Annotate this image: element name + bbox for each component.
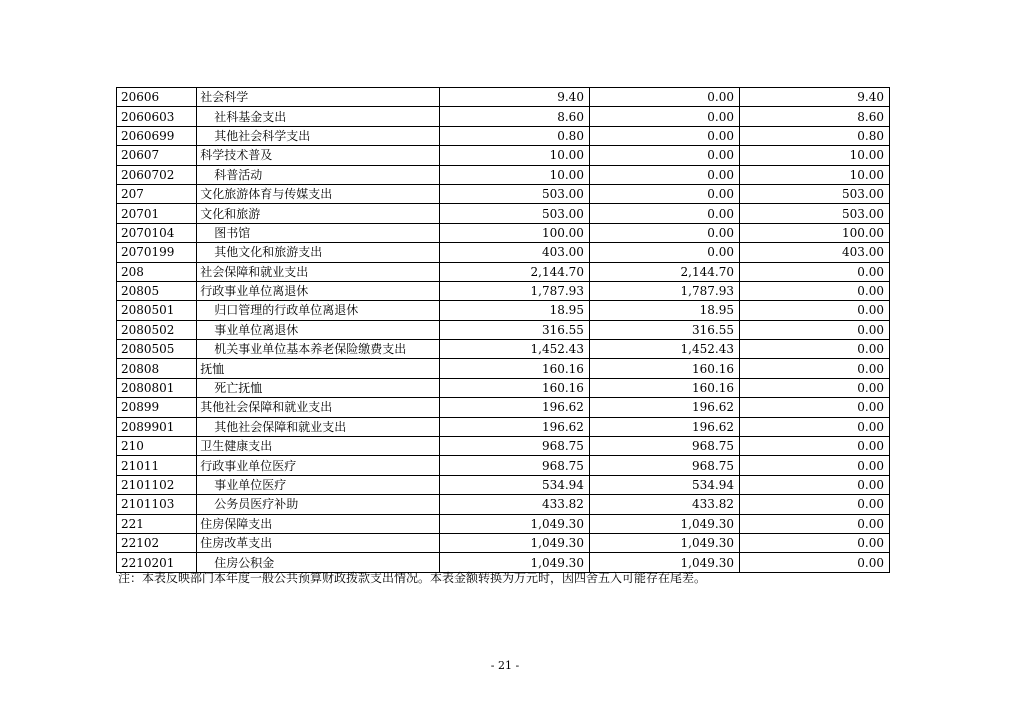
total-amount-cell: 534.94 bbox=[439, 475, 589, 494]
subject-name-cell: 社会保障和就业支出 bbox=[197, 262, 440, 281]
project-expenditure-cell: 0.00 bbox=[739, 475, 889, 494]
subject-code-cell: 2060702 bbox=[117, 165, 197, 184]
subject-code-cell: 2210201 bbox=[117, 553, 197, 572]
total-amount-cell: 433.82 bbox=[439, 495, 589, 514]
subject-name-cell: 住房改革支出 bbox=[197, 533, 440, 552]
subject-code-cell: 2080505 bbox=[117, 340, 197, 359]
total-amount-cell: 1,049.30 bbox=[439, 514, 589, 533]
subject-name-cell: 其他社会保障和就业支出 bbox=[197, 398, 440, 417]
table-row bbox=[117, 340, 890, 359]
subject-code-cell: 20899 bbox=[117, 398, 197, 417]
table-row bbox=[117, 184, 890, 203]
table-row bbox=[117, 475, 890, 494]
project-expenditure-cell: 0.00 bbox=[739, 437, 889, 456]
project-expenditure-cell: 0.00 bbox=[739, 417, 889, 436]
basic-expenditure-cell: 0.00 bbox=[589, 146, 739, 165]
basic-expenditure-cell: 534.94 bbox=[589, 475, 739, 494]
project-expenditure-cell: 10.00 bbox=[739, 165, 889, 184]
total-amount-cell: 160.16 bbox=[439, 378, 589, 397]
subject-code-cell: 20607 bbox=[117, 146, 197, 165]
subject-name-cell: 社科基金支出 bbox=[197, 107, 440, 126]
table-row bbox=[117, 495, 890, 514]
project-expenditure-cell: 0.00 bbox=[739, 301, 889, 320]
project-expenditure-cell: 0.00 bbox=[739, 320, 889, 339]
table-row bbox=[117, 281, 890, 300]
table-row bbox=[117, 88, 890, 107]
subject-code-cell: 20805 bbox=[117, 281, 197, 300]
basic-expenditure-cell: 1,787.93 bbox=[589, 281, 739, 300]
total-amount-cell: 968.75 bbox=[439, 437, 589, 456]
subject-name-cell: 机关事业单位基本养老保险缴费支出 bbox=[197, 340, 440, 359]
project-expenditure-cell: 0.00 bbox=[739, 553, 889, 572]
project-expenditure-cell: 503.00 bbox=[739, 184, 889, 203]
subject-name-cell: 图书馆 bbox=[197, 223, 440, 242]
subject-name-cell: 文化旅游体育与传媒支出 bbox=[197, 184, 440, 203]
total-amount-cell: 0.80 bbox=[439, 126, 589, 145]
table-row bbox=[117, 165, 890, 184]
budget-table bbox=[116, 87, 890, 573]
subject-name-cell: 社会科学 bbox=[197, 88, 440, 107]
basic-expenditure-cell: 1,452.43 bbox=[589, 340, 739, 359]
total-amount-cell: 196.62 bbox=[439, 417, 589, 436]
subject-name-cell: 文化和旅游 bbox=[197, 204, 440, 223]
project-expenditure-cell: 10.00 bbox=[739, 146, 889, 165]
subject-name-cell: 卫生健康支出 bbox=[197, 437, 440, 456]
table-body bbox=[117, 88, 890, 573]
subject-code-cell: 20701 bbox=[117, 204, 197, 223]
subject-name-cell: 公务员医疗补助 bbox=[197, 495, 440, 514]
table-row bbox=[117, 126, 890, 145]
subject-code-cell: 221 bbox=[117, 514, 197, 533]
project-expenditure-cell: 0.00 bbox=[739, 281, 889, 300]
total-amount-cell: 968.75 bbox=[439, 456, 589, 475]
basic-expenditure-cell: 0.00 bbox=[589, 88, 739, 107]
subject-name-cell: 其他社会科学支出 bbox=[197, 126, 440, 145]
table-row bbox=[117, 359, 890, 378]
subject-name-cell: 事业单位医疗 bbox=[197, 475, 440, 494]
basic-expenditure-cell: 160.16 bbox=[589, 378, 739, 397]
basic-expenditure-cell: 968.75 bbox=[589, 456, 739, 475]
basic-expenditure-cell: 0.00 bbox=[589, 165, 739, 184]
table-row bbox=[117, 262, 890, 281]
subject-code-cell: 22102 bbox=[117, 533, 197, 552]
project-expenditure-cell: 0.00 bbox=[739, 514, 889, 533]
total-amount-cell: 18.95 bbox=[439, 301, 589, 320]
subject-name-cell: 归口管理的行政单位离退休 bbox=[197, 301, 440, 320]
total-amount-cell: 1,049.30 bbox=[439, 533, 589, 552]
basic-expenditure-cell: 0.00 bbox=[589, 204, 739, 223]
project-expenditure-cell: 0.00 bbox=[739, 340, 889, 359]
basic-expenditure-cell: 196.62 bbox=[589, 398, 739, 417]
table-row bbox=[117, 301, 890, 320]
table-row bbox=[117, 533, 890, 552]
subject-code-cell: 20606 bbox=[117, 88, 197, 107]
table-footnote: 注：本表反映部门本年度一般公共预算财政拨款支出情况。本表金额转换为万元时，因四舍五入可能存在尾差。 bbox=[118, 571, 707, 585]
project-expenditure-cell: 0.00 bbox=[739, 359, 889, 378]
subject-code-cell: 21011 bbox=[117, 456, 197, 475]
total-amount-cell: 403.00 bbox=[439, 243, 589, 262]
table-row bbox=[117, 456, 890, 475]
basic-expenditure-cell: 160.16 bbox=[589, 359, 739, 378]
basic-expenditure-cell: 1,049.30 bbox=[589, 533, 739, 552]
total-amount-cell: 8.60 bbox=[439, 107, 589, 126]
basic-expenditure-cell: 433.82 bbox=[589, 495, 739, 514]
subject-code-cell: 2060603 bbox=[117, 107, 197, 126]
basic-expenditure-cell: 0.00 bbox=[589, 107, 739, 126]
table-row bbox=[117, 514, 890, 533]
total-amount-cell: 10.00 bbox=[439, 165, 589, 184]
project-expenditure-cell: 0.00 bbox=[739, 533, 889, 552]
subject-code-cell: 2070199 bbox=[117, 243, 197, 262]
basic-expenditure-cell: 968.75 bbox=[589, 437, 739, 456]
subject-name-cell: 行政事业单位离退休 bbox=[197, 281, 440, 300]
subject-code-cell: 2101103 bbox=[117, 495, 197, 514]
total-amount-cell: 316.55 bbox=[439, 320, 589, 339]
total-amount-cell: 1,787.93 bbox=[439, 281, 589, 300]
subject-code-cell: 2060699 bbox=[117, 126, 197, 145]
project-expenditure-cell: 403.00 bbox=[739, 243, 889, 262]
subject-name-cell: 住房保障支出 bbox=[197, 514, 440, 533]
page-number: - 21 - bbox=[490, 659, 520, 672]
subject-code-cell: 2080502 bbox=[117, 320, 197, 339]
subject-code-cell: 2089901 bbox=[117, 417, 197, 436]
total-amount-cell: 100.00 bbox=[439, 223, 589, 242]
subject-code-cell: 2070104 bbox=[117, 223, 197, 242]
subject-code-cell: 2101102 bbox=[117, 475, 197, 494]
subject-code-cell: 2080501 bbox=[117, 301, 197, 320]
subject-name-cell: 死亡抚恤 bbox=[197, 378, 440, 397]
basic-expenditure-cell: 0.00 bbox=[589, 184, 739, 203]
project-expenditure-cell: 9.40 bbox=[739, 88, 889, 107]
subject-name-cell: 住房公积金 bbox=[197, 553, 440, 572]
subject-code-cell: 207 bbox=[117, 184, 197, 203]
basic-expenditure-cell: 196.62 bbox=[589, 417, 739, 436]
subject-code-cell: 210 bbox=[117, 437, 197, 456]
project-expenditure-cell: 100.00 bbox=[739, 223, 889, 242]
total-amount-cell: 160.16 bbox=[439, 359, 589, 378]
table-row bbox=[117, 223, 890, 242]
subject-name-cell: 行政事业单位医疗 bbox=[197, 456, 440, 475]
project-expenditure-cell: 8.60 bbox=[739, 107, 889, 126]
total-amount-cell: 1,452.43 bbox=[439, 340, 589, 359]
basic-expenditure-cell: 2,144.70 bbox=[589, 262, 739, 281]
subject-name-cell: 科普活动 bbox=[197, 165, 440, 184]
total-amount-cell: 1,049.30 bbox=[439, 553, 589, 572]
subject-code-cell: 208 bbox=[117, 262, 197, 281]
basic-expenditure-cell: 1,049.30 bbox=[589, 553, 739, 572]
project-expenditure-cell: 0.80 bbox=[739, 126, 889, 145]
subject-name-cell: 科学技术普及 bbox=[197, 146, 440, 165]
subject-name-cell: 抚恤 bbox=[197, 359, 440, 378]
total-amount-cell: 503.00 bbox=[439, 184, 589, 203]
table-row bbox=[117, 378, 890, 397]
project-expenditure-cell: 0.00 bbox=[739, 456, 889, 475]
project-expenditure-cell: 0.00 bbox=[739, 398, 889, 417]
total-amount-cell: 503.00 bbox=[439, 204, 589, 223]
basic-expenditure-cell: 0.00 bbox=[589, 243, 739, 262]
project-expenditure-cell: 0.00 bbox=[739, 495, 889, 514]
table-row bbox=[117, 417, 890, 436]
subject-code-cell: 20808 bbox=[117, 359, 197, 378]
total-amount-cell: 2,144.70 bbox=[439, 262, 589, 281]
total-amount-cell: 196.62 bbox=[439, 398, 589, 417]
total-amount-cell: 10.00 bbox=[439, 146, 589, 165]
subject-name-cell: 其他社会保障和就业支出 bbox=[197, 417, 440, 436]
total-amount-cell: 9.40 bbox=[439, 88, 589, 107]
basic-expenditure-cell: 0.00 bbox=[589, 126, 739, 145]
table-row bbox=[117, 204, 890, 223]
table-row bbox=[117, 320, 890, 339]
project-expenditure-cell: 0.00 bbox=[739, 262, 889, 281]
project-expenditure-cell: 0.00 bbox=[739, 378, 889, 397]
table-row bbox=[117, 398, 890, 417]
basic-expenditure-cell: 0.00 bbox=[589, 223, 739, 242]
project-expenditure-cell: 503.00 bbox=[739, 204, 889, 223]
subject-code-cell: 2080801 bbox=[117, 378, 197, 397]
table-row bbox=[117, 437, 890, 456]
table-row bbox=[117, 146, 890, 165]
subject-name-cell: 其他文化和旅游支出 bbox=[197, 243, 440, 262]
table-row bbox=[117, 243, 890, 262]
table-row bbox=[117, 107, 890, 126]
basic-expenditure-cell: 316.55 bbox=[589, 320, 739, 339]
basic-expenditure-cell: 1,049.30 bbox=[589, 514, 739, 533]
subject-name-cell: 事业单位离退休 bbox=[197, 320, 440, 339]
basic-expenditure-cell: 18.95 bbox=[589, 301, 739, 320]
